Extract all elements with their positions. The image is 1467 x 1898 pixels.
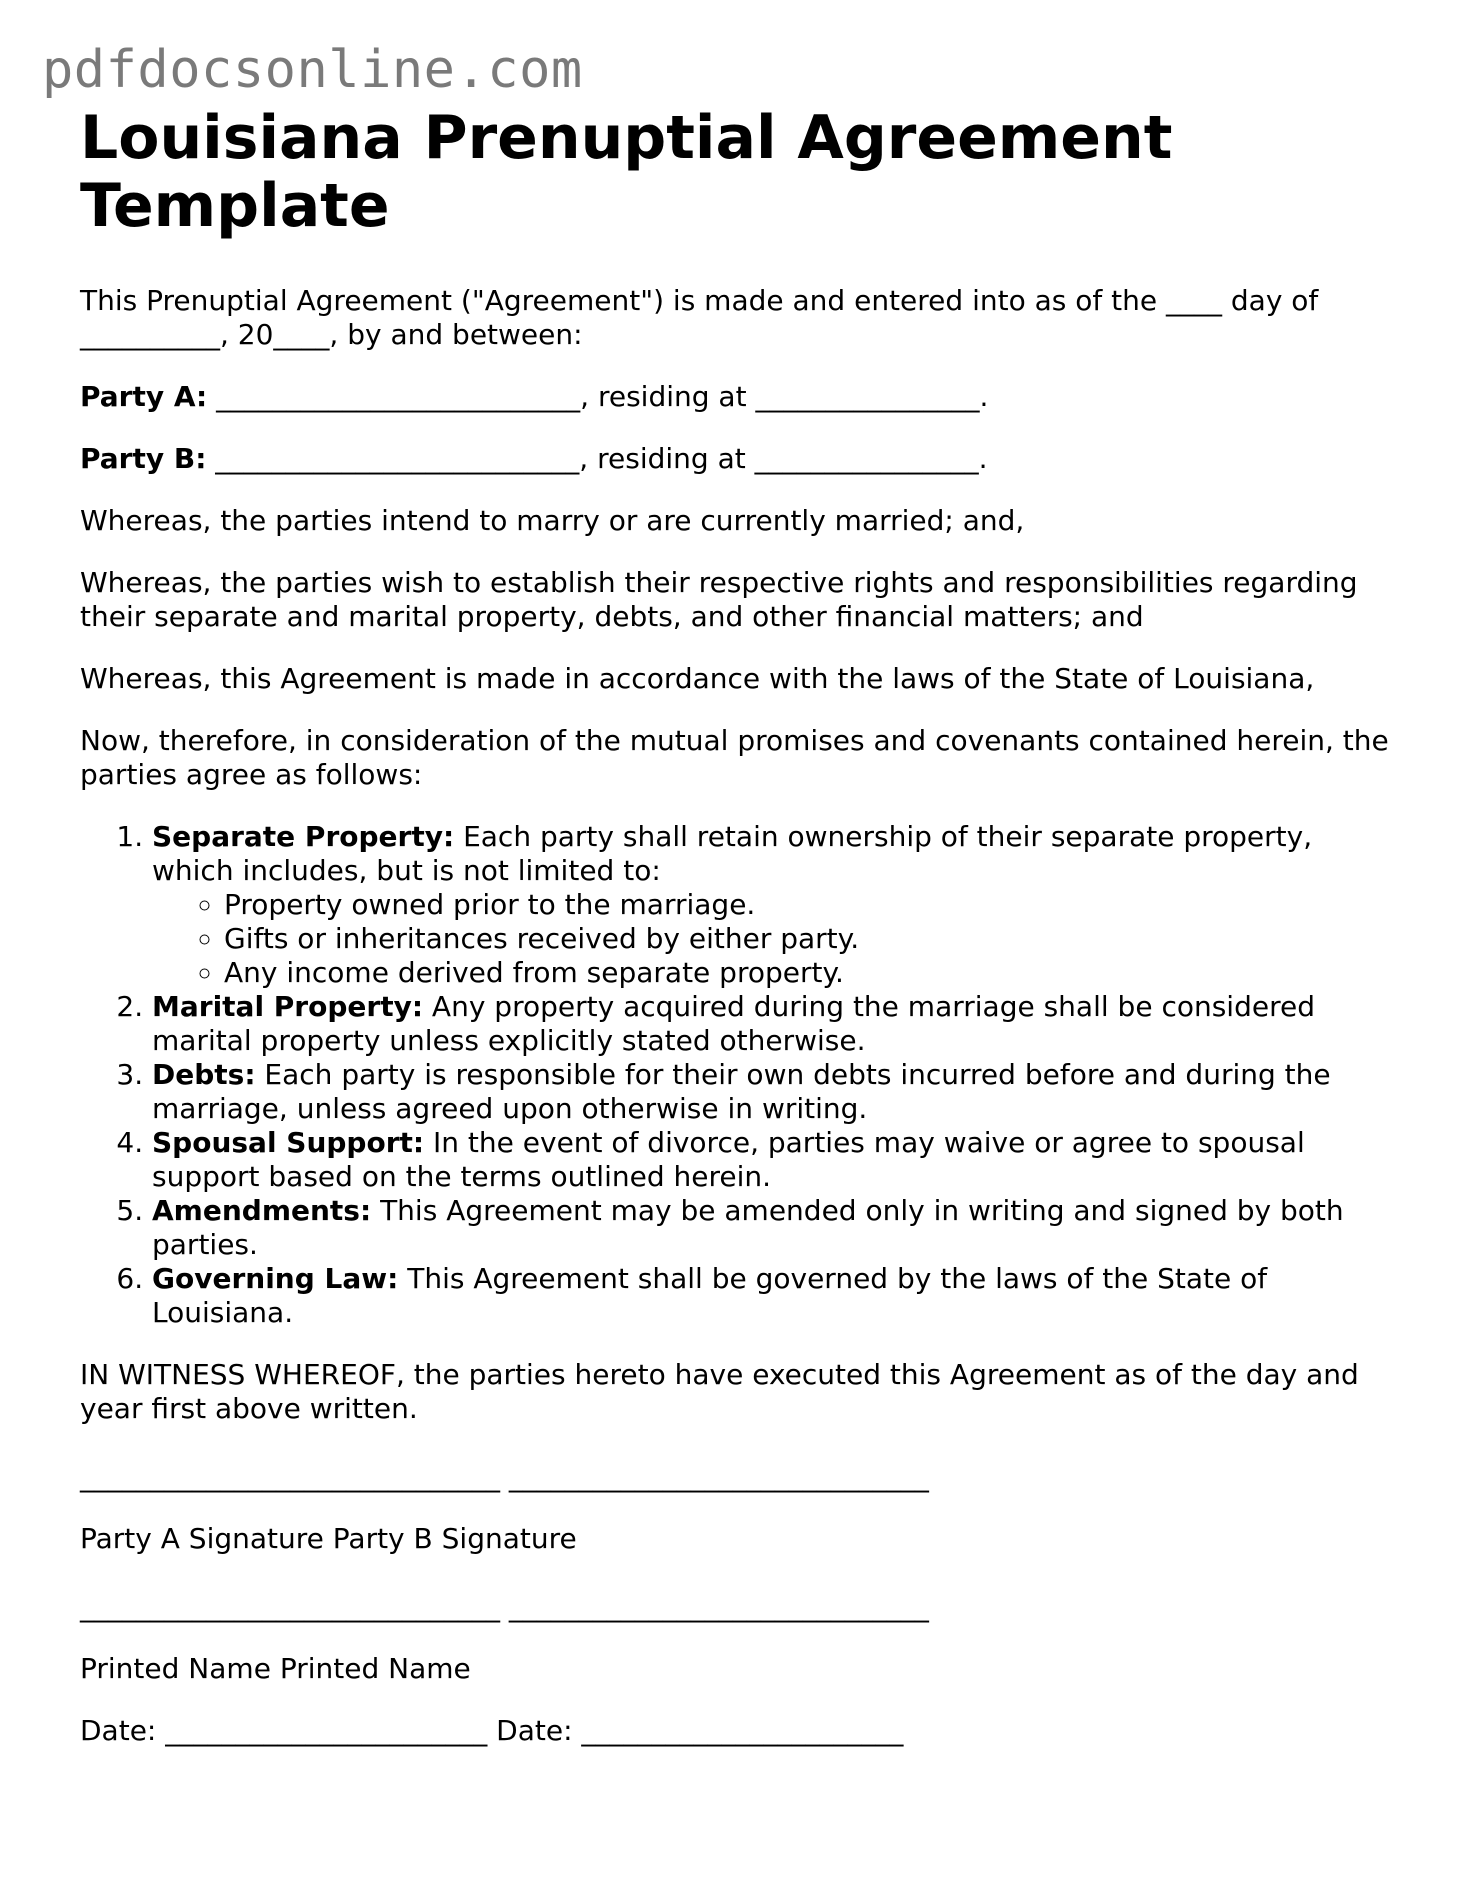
term-title: Spousal Support: — [152, 1126, 425, 1159]
party-b-label: Party B: — [80, 442, 207, 475]
whereas-3: Whereas, this Agreement is made in accordance with the laws of the State of Louisiana, — [80, 662, 1315, 695]
printed-name-line: ______________________________ ______________________________ — [80, 1590, 929, 1623]
term-item — [152, 1058, 1390, 1126]
signature-line: ______________________________ ______________________________ — [80, 1460, 929, 1493]
list-item: ◦ Gifts or inheritances received by either party. — [224, 922, 1390, 956]
list-item: ◦ Any income derived from separate property. — [224, 956, 1390, 990]
whereas-2: Whereas, the parties wish to establish their respective rights and responsibilities regarding their separate and marital property, debts, and other financial matters; and — [80, 566, 1358, 633]
term-title: Amendments: — [152, 1194, 372, 1227]
party-a-label: Party A: — [80, 380, 208, 413]
term-item — [152, 1194, 1390, 1262]
term-item — [152, 1126, 1390, 1194]
term-text: This Agreement shall be governed by the laws of the State of Louisiana. — [152, 1262, 1268, 1329]
now-therefore: Now, therefore, in consideration of the mutual promises and covenants contained herein, the parties agree as follows: — [80, 724, 1389, 791]
term-text: Any property acquired during the marriage shall be considered marital property unless explicitly stated otherwise. — [152, 990, 1315, 1057]
printed-name-label: Printed Name Printed Name — [80, 1652, 471, 1685]
party-a-fields: __________________________, residing at ________________. — [207, 380, 989, 413]
term-title: Debts: — [152, 1058, 256, 1091]
term-title: Governing Law: — [152, 1262, 399, 1295]
watermark: pdfdocsonline.com — [42, 40, 583, 100]
term-item — [152, 820, 1390, 990]
document-page — [80, 104, 1390, 1748]
intro-paragraph: This Prenuptial Agreement ("Agreement") is made and entered into as of the ____ day of __________, 20____, by and between: — [80, 284, 1319, 351]
signature-label: Party A Signature Party B Signature — [80, 1522, 577, 1555]
term-title: Separate Property: — [152, 820, 455, 853]
term-item — [152, 1262, 1390, 1330]
document-title: Louisiana Prenuptial Agreement Template — [80, 103, 1173, 241]
term-text: Each party is responsible for their own debts incurred before and during the marriage, unless agreed upon otherwise in writing. — [152, 1058, 1331, 1125]
separate-property-list — [152, 888, 1390, 990]
term-text: In the event of divorce, parties may waive or agree to spousal support based on the terms outlined herein. — [152, 1126, 1305, 1193]
party-b-fields: __________________________, residing at ________________. — [206, 442, 988, 475]
party-b-line — [80, 442, 1390, 476]
party-a-line — [80, 380, 1390, 414]
term-text: This Agreement may be amended only in writing and signed by both parties. — [152, 1194, 1344, 1261]
date-line: Date: _______________________ Date: _______________________ — [80, 1714, 904, 1747]
witness-paragraph: IN WITNESS WHEREOF, the parties hereto have executed this Agreement as of the day and year first above written. — [80, 1358, 1359, 1425]
whereas-1: Whereas, the parties intend to marry or are currently married; and, — [80, 504, 1025, 537]
list-item: ◦ Property owned prior to the marriage. — [224, 888, 1390, 922]
term-item — [152, 990, 1390, 1058]
terms-list — [80, 820, 1390, 1330]
term-text: Each party shall retain ownership of their separate property, which includes, but is not limited to: — [152, 820, 1313, 887]
term-title: Marital Property: — [152, 990, 424, 1023]
